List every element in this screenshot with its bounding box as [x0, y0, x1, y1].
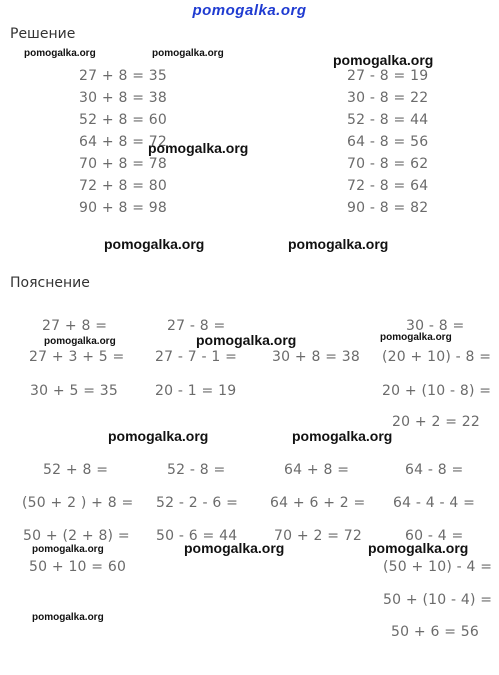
watermark: pomogalka.org: [196, 332, 297, 348]
solution-addition-equation: 72 + 8 = 80: [79, 178, 167, 194]
explanation-step: 50 + 10 = 60: [29, 559, 127, 575]
watermark: pomogalka.org: [24, 48, 96, 59]
explanation-step: 50 + (10 - 4) =: [383, 592, 493, 608]
explanation-step: 27 - 8 =: [167, 318, 226, 334]
watermark: pomogalka.org: [44, 336, 116, 347]
watermark: pomogalka.org: [368, 540, 469, 556]
solution-subtraction-equation: 90 - 8 = 82: [347, 200, 429, 216]
watermark: pomogalka.org: [148, 140, 249, 156]
solution-addition-equation: 70 + 8 = 78: [79, 156, 167, 172]
explanation-step: 64 + 6 + 2 =: [270, 495, 366, 511]
watermark: pomogalka.org: [32, 612, 104, 623]
solution-subtraction-equation: 30 - 8 = 22: [347, 90, 429, 106]
explanation-step: 20 - 1 = 19: [155, 383, 237, 399]
explanation-step: 50 + (2 + 8) =: [23, 528, 130, 544]
explanation-step: 64 - 4 - 4 =: [393, 495, 476, 511]
watermark: pomogalka.org: [288, 236, 389, 252]
solution-subtraction-equation: 52 - 8 = 44: [347, 112, 429, 128]
explanation-step: 52 - 8 =: [167, 462, 226, 478]
watermark: pomogalka.org: [104, 236, 205, 252]
explanation-step: 52 + 8 =: [43, 462, 109, 478]
explanation-step: 30 + 8 = 38: [272, 349, 360, 365]
explanation-step: 27 + 3 + 5 =: [29, 349, 125, 365]
watermark: pomogalka.org: [292, 428, 393, 444]
explanation-step: 30 + 5 = 35: [30, 383, 118, 399]
explanation-step: 60 - 4 =: [405, 528, 464, 544]
watermark: pomogalka.org: [333, 52, 434, 68]
explanation-step: 64 - 8 =: [405, 462, 464, 478]
watermark: pomogalka.org: [108, 428, 209, 444]
watermark: pomogalka.org: [152, 48, 224, 59]
site-title: pomogalka.org: [192, 2, 307, 19]
explanation-step: 27 + 8 =: [42, 318, 108, 334]
solution-addition-equation: 52 + 8 = 60: [79, 112, 167, 128]
watermark: pomogalka.org: [184, 540, 285, 556]
explanation-step: (50 + 2 ) + 8 =: [22, 495, 134, 511]
explanation-step: 20 + 2 = 22: [392, 414, 480, 430]
solution-subtraction-equation: 72 - 8 = 64: [347, 178, 429, 194]
explanation-heading: Пояснение: [10, 275, 90, 291]
explanation-step: 70 + 2 = 72: [274, 528, 362, 544]
solution-subtraction-equation: 64 - 8 = 56: [347, 134, 429, 150]
explanation-step: 64 + 8 =: [284, 462, 350, 478]
explanation-step: 50 - 6 = 44: [156, 528, 238, 544]
solution-addition-equation: 30 + 8 = 38: [79, 90, 167, 106]
solution-addition-equation: 64 + 8 = 72: [79, 134, 167, 150]
solution-heading: Решение: [10, 26, 76, 42]
explanation-step: 30 - 8 =: [406, 318, 465, 334]
watermark: pomogalka.org: [380, 332, 452, 343]
solution-addition-equation: 27 + 8 = 35: [79, 68, 167, 84]
explanation-step: (20 + 10) - 8 =: [382, 349, 492, 365]
explanation-step: 27 - 7 - 1 =: [155, 349, 238, 365]
explanation-step: 50 + 6 = 56: [391, 624, 479, 640]
watermark: pomogalka.org: [32, 544, 104, 555]
solution-subtraction-equation: 70 - 8 = 62: [347, 156, 429, 172]
explanation-step: 20 + (10 - 8) =: [382, 383, 492, 399]
solution-addition-equation: 90 + 8 = 98: [79, 200, 167, 216]
explanation-step: 52 - 2 - 6 =: [156, 495, 239, 511]
explanation-step: (50 + 10) - 4 =: [383, 559, 493, 575]
solution-subtraction-equation: 27 - 8 = 19: [347, 68, 429, 84]
